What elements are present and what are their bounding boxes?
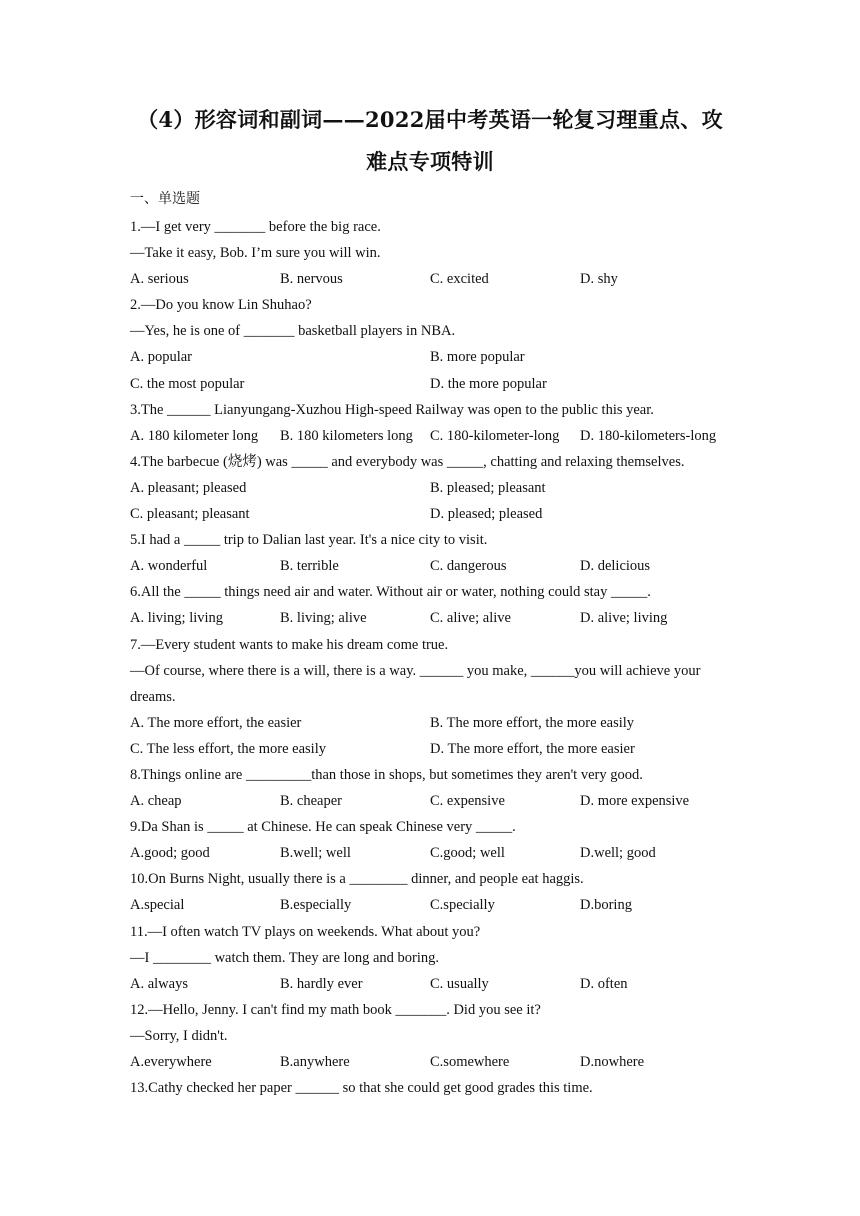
option-b: B. cheaper	[280, 793, 342, 810]
option-d: D.well; good	[580, 845, 656, 862]
question-8	[130, 762, 730, 814]
option-c: C. expensive	[430, 793, 505, 810]
option-c: C.somewhere	[430, 1054, 510, 1070]
option-d: D. often	[580, 975, 628, 992]
option-a: A.good; good	[130, 845, 210, 862]
option-c: C. usually	[430, 975, 489, 992]
question-list	[130, 214, 730, 1101]
option-a: A. pleasant; pleased	[130, 479, 247, 496]
options-row	[130, 501, 730, 527]
question-stem: 11.—I often watch TV plays on weekends. What about you?	[130, 923, 481, 940]
option-d: D. The more effort, the more easier	[430, 740, 635, 757]
option-b: B. hardly ever	[280, 975, 363, 992]
options-row	[130, 553, 730, 579]
option-d: D. the more popular	[430, 375, 547, 392]
options-row	[130, 344, 730, 370]
option-a: A.everywhere	[130, 1054, 212, 1070]
option-c: C. pleasant; pleasant	[130, 506, 250, 523]
question-10	[130, 866, 730, 918]
option-d: D. shy	[580, 271, 618, 288]
option-a: A. living; living	[130, 610, 224, 627]
option-d: D. 180-kilometers-long	[580, 427, 717, 444]
options-row	[130, 266, 730, 292]
option-a: A. serious	[130, 271, 189, 288]
option-a: A. The more effort, the easier	[130, 714, 302, 731]
options-row	[130, 371, 730, 397]
question-3	[130, 397, 730, 449]
question-12	[130, 997, 730, 1075]
option-c: C.specially	[430, 897, 495, 914]
option-b: B.anywhere	[280, 1054, 350, 1070]
option-a: A. 180 kilometer long	[130, 427, 259, 444]
option-a: A. wonderful	[130, 558, 208, 575]
option-b: B.especially	[280, 897, 352, 914]
option-a: A.special	[130, 897, 185, 914]
question-4	[130, 449, 730, 527]
options-row	[130, 736, 730, 762]
question-stem: 3.The ______ Lianyungang-Xuzhou High-speed Railway was open to the public this year.	[130, 401, 654, 418]
question-13	[130, 1075, 730, 1101]
option-b: B. terrible	[280, 558, 339, 575]
option-b: B. 180 kilometers long	[280, 427, 413, 444]
option-b: B.well; well	[280, 845, 351, 862]
question-stem: 12.—Hello, Jenny. I can't find my math book _______. Did you see it?	[130, 1001, 541, 1018]
question-stem: 13.Cathy checked her paper ______ so that she could get good grades this time.	[130, 1080, 593, 1097]
section-heading: 一、单选题	[130, 191, 200, 207]
question-9	[130, 814, 730, 866]
question-line: —Sorry, I didn't.	[130, 1027, 228, 1044]
option-a: A. cheap	[130, 793, 182, 810]
document-title-continued: 难点专项特训	[366, 149, 494, 174]
option-d: D.boring	[580, 897, 632, 914]
option-c: C. excited	[430, 271, 489, 288]
question-stem: 2.—Do you know Lin Shuhao?	[130, 297, 312, 314]
option-a: A. always	[130, 975, 188, 992]
options-row	[130, 605, 730, 631]
question-stem: 9.Da Shan is _____ at Chinese. He can speak Chinese very _____.	[130, 819, 516, 836]
question-line: dreams.	[130, 688, 176, 705]
option-c: C. dangerous	[430, 558, 507, 575]
option-d: D.nowhere	[580, 1054, 645, 1070]
option-b: B. living; alive	[280, 610, 367, 627]
question-line: —Yes, he is one of _______ basketball players in NBA.	[130, 323, 456, 340]
option-b: B. pleased; pleasant	[430, 479, 546, 496]
option-d: D. pleased; pleased	[430, 506, 543, 523]
question-5	[130, 527, 730, 579]
option-c: C. 180-kilometer-long	[430, 427, 560, 444]
option-c: C. The less effort, the more easily	[130, 740, 326, 757]
option-d: D. delicious	[580, 558, 651, 575]
question-stem: 8.Things online are _________than those in shops, but sometimes they aren't very good.	[130, 766, 643, 783]
option-d: D. more expensive	[580, 793, 690, 810]
question-line: —Of course, where there is a will, there is a way. ______ you make, ______you will achieve your	[130, 662, 701, 679]
option-c: C.good; well	[430, 845, 505, 862]
option-b: B. The more effort, the more easily	[430, 714, 635, 731]
options-row	[130, 788, 730, 814]
options-row	[130, 840, 730, 866]
options-row	[130, 971, 730, 997]
options-row	[130, 1049, 730, 1075]
options-row	[130, 423, 730, 449]
question-stem: 10.On Burns Night, usually there is a ________ dinner, and people eat haggis.	[130, 871, 584, 888]
question-11	[130, 919, 730, 997]
option-b: B. nervous	[280, 271, 343, 288]
option-b: B. more popular	[430, 349, 525, 366]
option-c: C. the most popular	[130, 375, 245, 392]
question-line: —I ________ watch them. They are long and boring.	[130, 949, 439, 966]
options-row	[130, 710, 730, 736]
option-c: C. alive; alive	[430, 610, 511, 627]
question-stem: 4.The barbecue (烧烤) was _____ and everybody was _____, chatting and relaxing themselves.	[130, 453, 685, 470]
option-d: D. alive; living	[580, 610, 668, 627]
question-1	[130, 214, 730, 292]
question-stem: 5.I had a _____ trip to Dalian last year. It's a nice city to visit.	[130, 532, 488, 549]
question-7	[130, 632, 730, 762]
question-stem: 7.—Every student wants to make his dream come true.	[130, 636, 449, 653]
question-stem: 6.All the _____ things need air and water. Without air or water, nothing could stay _____.	[130, 584, 651, 601]
option-a: A. popular	[130, 349, 193, 366]
question-2	[130, 292, 730, 396]
document-title: （4）形容词和副词——2022届中考英语一轮复习理重点、攻	[137, 107, 723, 132]
options-row	[130, 475, 730, 501]
options-row	[130, 892, 730, 918]
question-stem: 1.—I get very _______ before the big race.	[130, 219, 381, 235]
question-line: —Take it easy, Bob. I’m sure you will win.	[130, 245, 381, 262]
question-6	[130, 579, 730, 631]
